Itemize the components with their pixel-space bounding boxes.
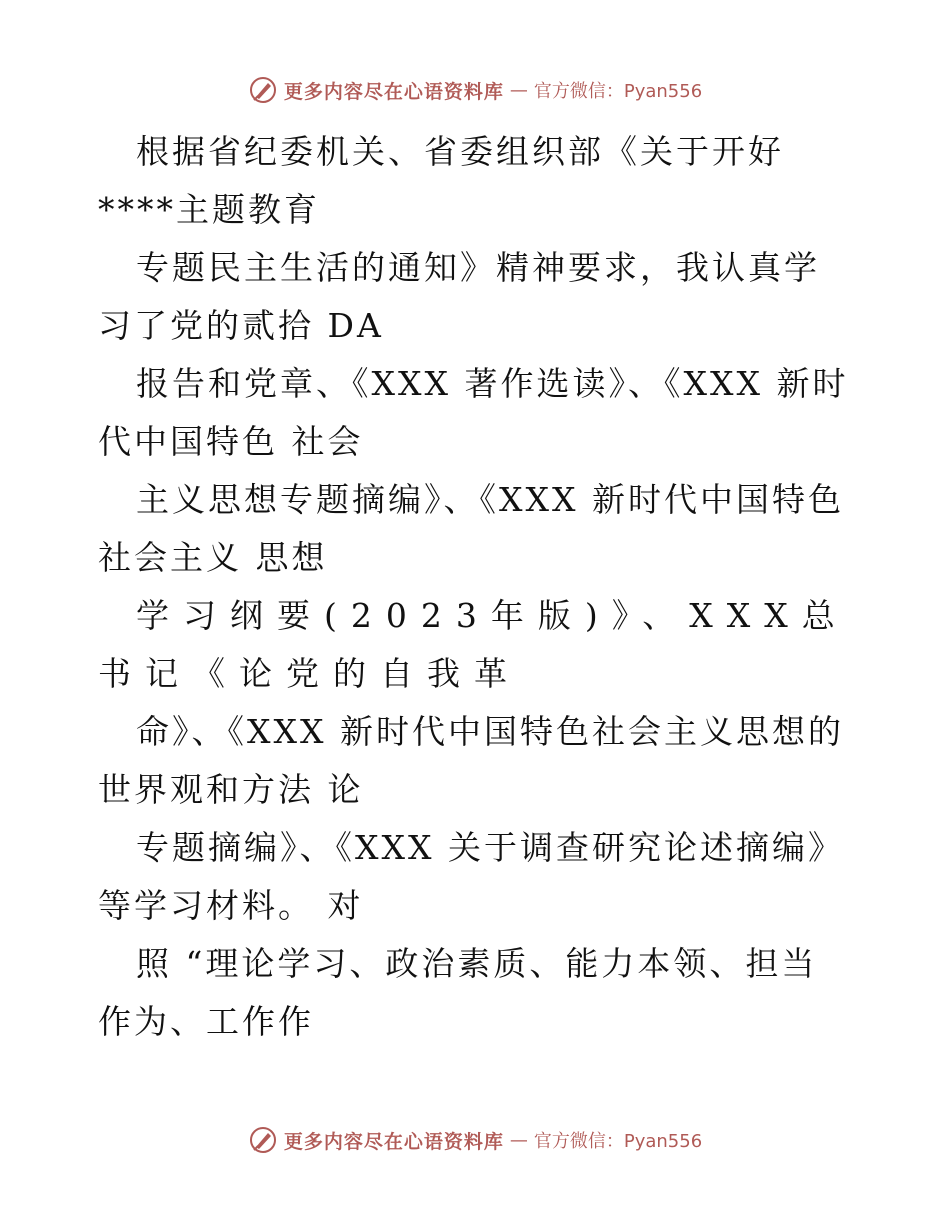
paragraph: 命》、《XXX 新时代中国特色社会主义思想的世界观和方法 论 — [98, 712, 844, 809]
banner-brand-text: 更多内容尽在心语资料库 — [283, 1130, 504, 1153]
banner-separator: — — [509, 1129, 528, 1151]
paragraph: 主义思想专题摘编》、《XXX 新时代中国特色社会主义 思想 — [98, 480, 844, 577]
quill-logo-icon — [248, 75, 278, 105]
header-watermark-banner — [0, 70, 950, 110]
paragraph: 报告和党章、《XXX 著作选读》、《XXX 新时代中国特色 社会 — [98, 364, 849, 461]
quill-logo-icon — [248, 1125, 278, 1155]
footer-watermark-banner — [0, 1120, 950, 1160]
document-body — [98, 123, 853, 1051]
paragraph: 根据省纪委机关、省委组织部《关于开好****主题教育 — [98, 132, 784, 229]
paragraph: 学习纲要(2023年版)》、XXX总书记《论党的自我革 — [98, 596, 849, 693]
banner-wechat-text: 官方微信：Pyan556 — [533, 81, 703, 102]
banner-wechat-text: 官方微信：Pyan556 — [533, 1131, 703, 1152]
banner-separator: — — [509, 79, 528, 101]
paragraph: 专题摘编》、《XXX 关于调查研究论述摘编》等学习材料。 对 — [98, 828, 844, 925]
banner-brand-text: 更多内容尽在心语资料库 — [283, 80, 504, 103]
paragraph: 专题民主生活的通知》精神要求，我认真学习了党的贰拾 DA — [98, 248, 820, 345]
paragraph: 照 “理论学习、政治素质、能力本领、担当作为、工作作 — [98, 944, 818, 1041]
